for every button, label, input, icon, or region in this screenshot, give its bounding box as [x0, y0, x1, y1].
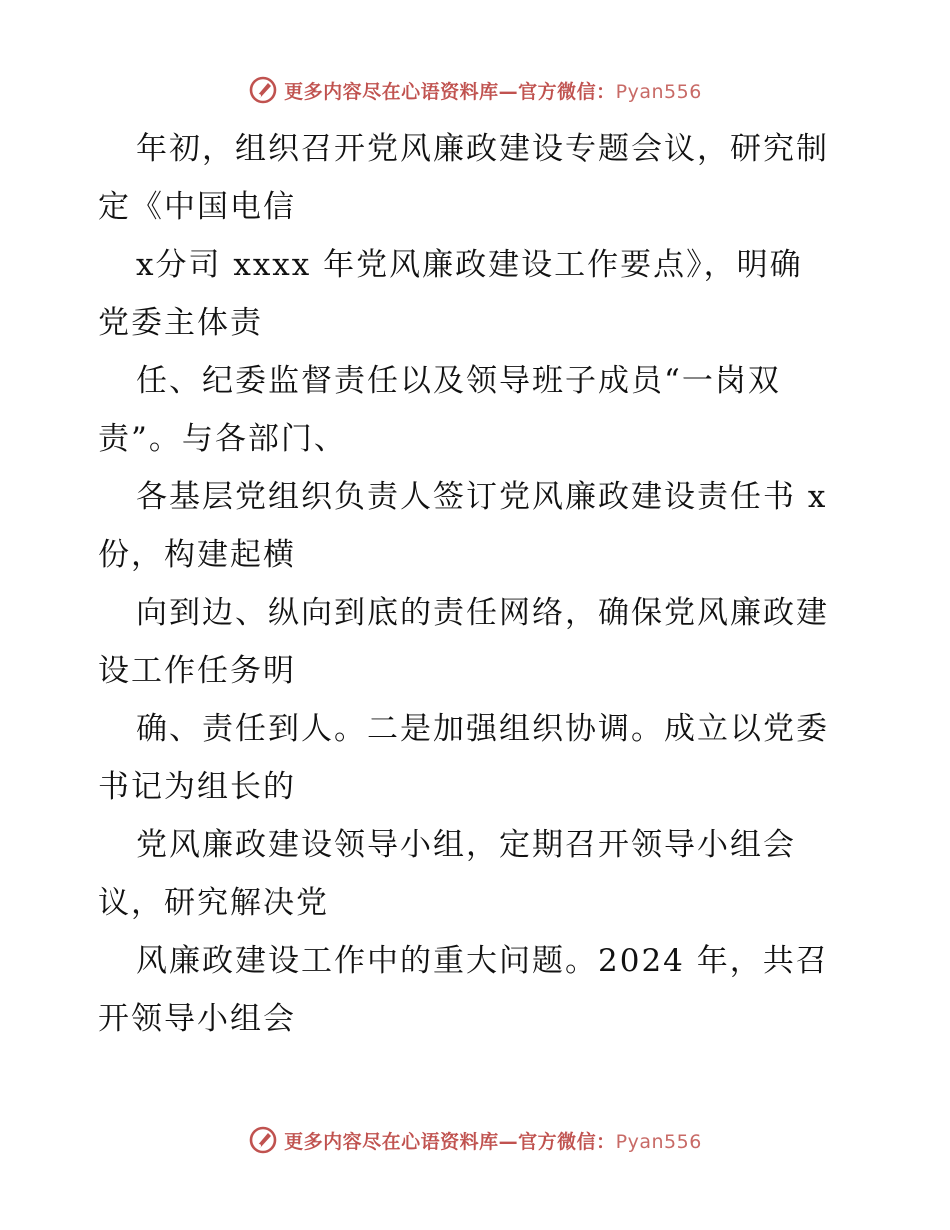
text-line: 责”。与各部门、	[98, 421, 347, 457]
text-line: 书记为组长的	[98, 769, 296, 805]
document-body	[98, 120, 858, 1048]
header-watermark-id: Pyan556	[615, 80, 702, 103]
text-line: 份，构建起横	[98, 537, 296, 573]
footer-watermark-label: 更多内容尽在心语资料库—官方微信：Pyan556	[284, 1130, 702, 1153]
brand-logo-icon	[248, 1125, 278, 1155]
text-line: 党风廉政建设领导小组，定期召开领导小组会	[136, 827, 796, 863]
text-line: 风廉政建设工作中的重大问题。2024 年，共召	[136, 943, 829, 979]
footer-watermark	[0, 1120, 950, 1160]
text-line: 向到边、纵向到底的责任网络，确保党风廉政建	[136, 595, 829, 631]
text-line: 各基层党组织负责人签订党风廉政建设责任书 x	[136, 479, 828, 515]
header-watermark-label: 更多内容尽在心语资料库—官方微信：Pyan556	[284, 80, 702, 103]
text-line: x分司 xxxx 年党风廉政建设工作要点》，明确	[136, 247, 803, 283]
header-watermark	[0, 70, 950, 110]
footer-watermark-id: Pyan556	[615, 1130, 702, 1153]
text-line: 议，研究解决党	[98, 885, 329, 921]
text-line: 年初，组织召开党风廉政建设专题会议，研究制	[136, 131, 829, 167]
text-line: 任、纪委监督责任以及领导班子成员“一岗双	[136, 363, 781, 399]
text-line: 确、责任到人。二是加强组织协调。成立以党委	[136, 711, 829, 747]
text-line: 定《中国电信	[98, 189, 296, 225]
text-line: 开领导小组会	[98, 1001, 296, 1037]
text-line: 党委主体责	[98, 305, 263, 341]
brand-logo-icon	[248, 75, 278, 105]
text-line: 设工作任务明	[98, 653, 296, 689]
